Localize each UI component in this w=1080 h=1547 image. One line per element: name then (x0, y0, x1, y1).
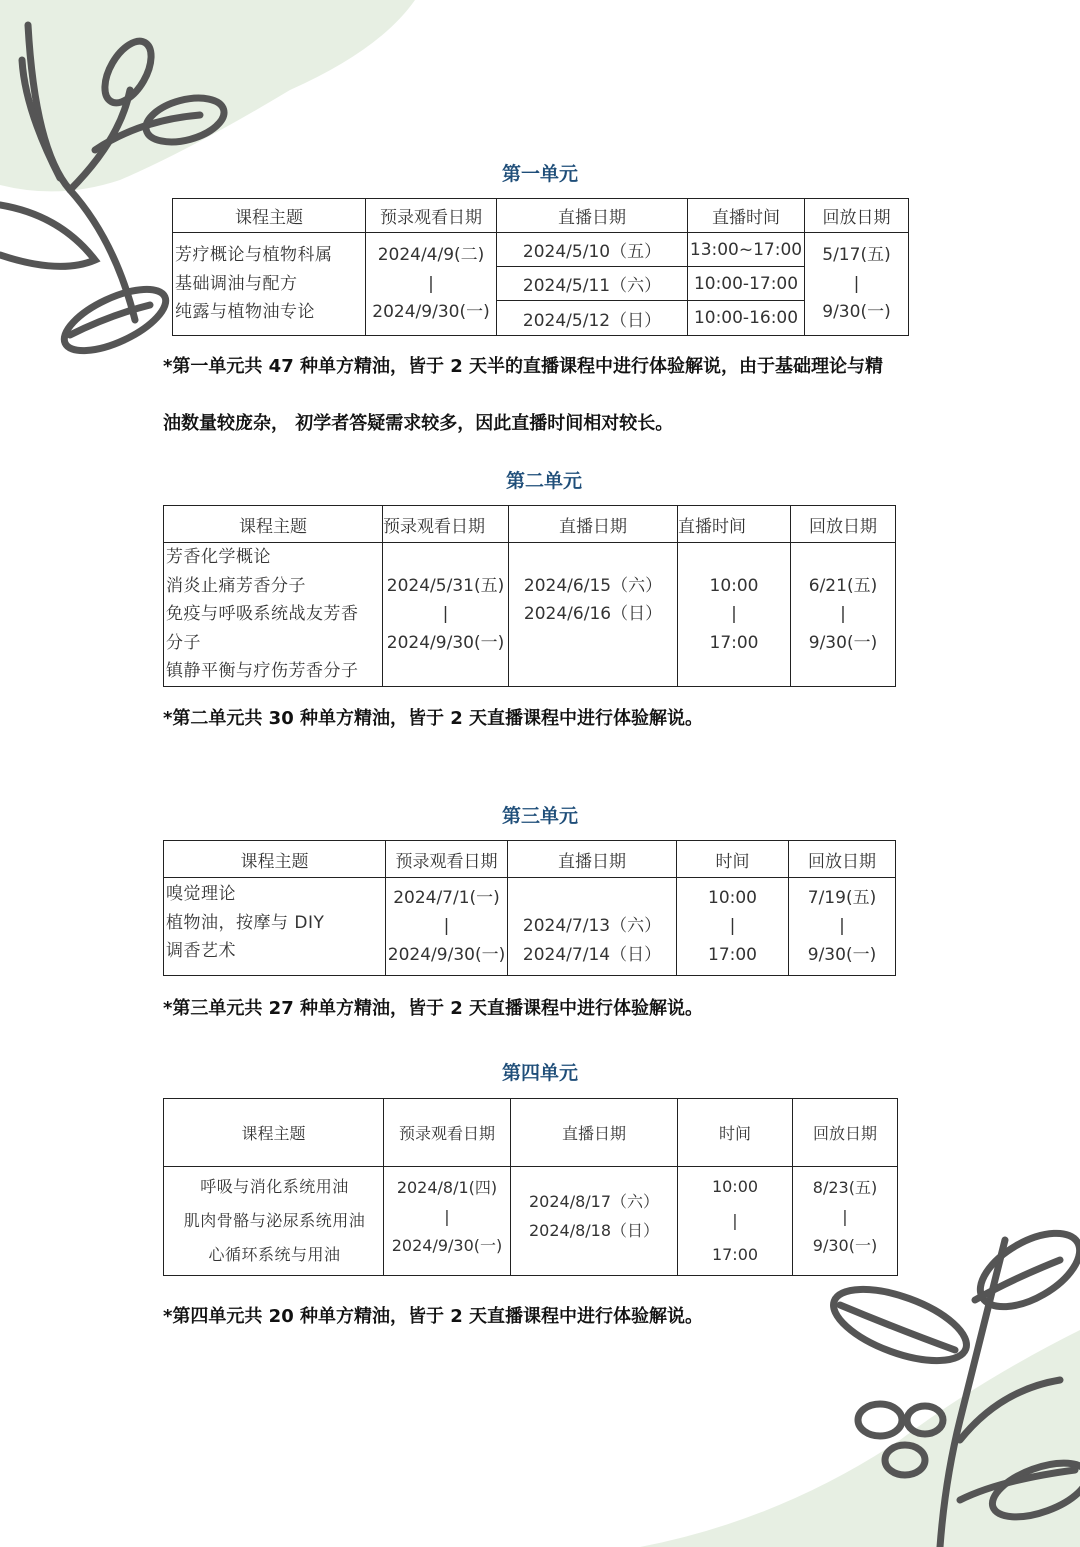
replay-start: 6/21(五) (808, 575, 878, 596)
prerecord-sep: | (442, 604, 449, 624)
prerecord-start: 2024/4/9(二) (377, 245, 485, 266)
header-live-date: 直播日期 (509, 506, 678, 543)
prerecord-cell (366, 233, 497, 336)
header-topic: 课程主题 (164, 841, 386, 878)
header-topic: 课程主题 (164, 1099, 384, 1167)
topic-line: 嗅觉理论 (166, 884, 236, 904)
unit-4-title: 第四单元 (501, 1062, 578, 1084)
live-date-cell (509, 543, 678, 687)
topic-line: 分子 (166, 632, 201, 653)
live-date-cell: 2024/5/11（六） (497, 267, 688, 301)
header-replay: 回放日期 (805, 199, 909, 233)
live-time-sep: | (731, 604, 737, 624)
header-prerecord: 预录观看日期 (384, 1099, 511, 1167)
live-time-end: 17:00 (709, 632, 759, 653)
header-live-time: 直播时间 (688, 199, 805, 233)
topic-cell (164, 878, 386, 976)
topic-line: 免疫与呼吸系统战友芳香 (166, 604, 359, 624)
replay-start: 8/23(五) (812, 1178, 878, 1197)
live-time-sep: | (732, 1211, 738, 1230)
unit-3-title: 第三单元 (501, 805, 578, 827)
live-time-start: 10:00 (709, 575, 759, 596)
replay-cell (805, 233, 909, 336)
live-time-end: 17:00 (708, 944, 757, 965)
live-time-start: 10:00 (708, 887, 757, 908)
header-prerecord: 预录观看日期 (366, 199, 497, 233)
header-prerecord: 预录观看日期 (383, 506, 509, 543)
live-date-line: 2024/8/17（六） (528, 1192, 660, 1211)
topic-cell (164, 543, 383, 687)
prerecord-end: 2024/9/30(一) (391, 1236, 503, 1255)
topic-line: 植物油，按摩与 DIY (166, 912, 325, 933)
replay-end: 9/30(一) (808, 632, 878, 653)
replay-cell (791, 543, 896, 687)
live-time-end: 17:00 (711, 1245, 759, 1264)
header-replay: 回放日期 (791, 506, 896, 543)
unit-2-title: 第二单元 (505, 470, 582, 492)
prerecord-sep: | (444, 1207, 450, 1226)
live-date-line: 2024/7/13（六） (522, 916, 662, 936)
live-time-cell (678, 1167, 793, 1276)
live-date-line: 2024/6/16（日） (523, 604, 663, 625)
replay-start: 5/17(五) (822, 245, 891, 266)
prerecord-sep: | (428, 273, 434, 294)
live-time-cell: 13:00~17:00 (688, 233, 805, 267)
header-live-date: 直播日期 (497, 199, 688, 233)
prerecord-end: 2024/9/30(一) (386, 632, 505, 653)
prerecord-start: 2024/8/1(四) (396, 1178, 498, 1197)
prerecord-end: 2024/9/30(一) (387, 944, 506, 965)
replay-cell (789, 878, 896, 976)
unit-1-note-line-1: *第一单元共 47 种单方精油，皆于 2 天半的直播课程中进行体验解说，由于基础理论与精 (163, 356, 884, 377)
topic-line: 镇静平衡与疗伤芳香分子 (166, 661, 359, 681)
replay-sep: | (842, 1207, 848, 1226)
replay-sep: | (839, 916, 845, 937)
topic-line: 消炎止痛芳香分子 (166, 575, 306, 596)
topic-line: 肌肉骨骼与泌尿系统用油 (183, 1211, 366, 1230)
topic-line: 芳香化学概论 (166, 547, 271, 567)
unit-3-note: *第三单元共 27 种单方精油，皆于 2 天直播课程中进行体验解说。 (163, 998, 704, 1019)
header-live-time: 时间 (678, 1099, 793, 1167)
live-date-line: 2024/8/18（日） (528, 1221, 660, 1240)
prerecord-start: 2024/5/31(五) (386, 575, 505, 596)
topic-line: 呼吸与消化系统用油 (200, 1177, 349, 1196)
topic-line: 基础调油与配方 (175, 273, 298, 294)
unit-1-table (172, 198, 909, 336)
unit-2-table (163, 505, 896, 687)
header-live-date: 直播日期 (508, 841, 677, 878)
live-date-line: 2024/6/15（六） (523, 575, 663, 596)
replay-end: 9/30(一) (812, 1236, 878, 1255)
live-time-cell (677, 878, 789, 976)
replay-end: 9/30(一) (822, 302, 891, 323)
prerecord-start: 2024/7/1(一) (393, 887, 500, 908)
live-date-cell (508, 878, 677, 976)
header-live-time: 直播时间 (678, 506, 791, 543)
live-date-cell (511, 1167, 678, 1276)
header-live-date: 直播日期 (511, 1099, 678, 1167)
topic-cell (173, 233, 366, 336)
prerecord-cell (384, 1167, 511, 1276)
replay-start: 7/19(五) (807, 887, 877, 908)
prerecord-sep: | (443, 916, 450, 937)
topic-line: 心循环系统与用油 (208, 1245, 341, 1264)
live-time-sep: | (729, 916, 736, 937)
replay-sep: | (840, 604, 846, 624)
header-replay: 回放日期 (789, 841, 896, 878)
unit-1-title: 第一单元 (501, 163, 578, 185)
live-time-cell (678, 543, 791, 687)
header-replay: 回放日期 (793, 1099, 898, 1167)
topic-line: 调香艺术 (166, 941, 236, 961)
unit-2-note: *第二单元共 30 种单方精油，皆于 2 天直播课程中进行体验解说。 (163, 708, 704, 729)
prerecord-cell (383, 543, 509, 687)
unit-4-note: *第四单元共 20 种单方精油，皆于 2 天直播课程中进行体验解说。 (163, 1306, 704, 1327)
live-time-cell: 10:00-16:00 (688, 301, 805, 336)
topic-line: 芳疗概论与植物科属 (175, 245, 333, 266)
replay-end: 9/30(一) (807, 944, 877, 965)
header-topic: 课程主题 (173, 199, 366, 233)
header-topic: 课程主题 (164, 506, 383, 543)
live-time-start: 10:00 (711, 1177, 759, 1196)
unit-4-table (163, 1098, 898, 1276)
replay-sep: | (853, 273, 860, 294)
live-date-cell: 2024/5/10（五） (497, 233, 688, 267)
live-time-cell: 10:00-17:00 (688, 267, 805, 301)
live-date-line: 2024/7/14（日） (522, 944, 662, 965)
topic-cell (164, 1167, 384, 1276)
topic-line: 纯露与植物油专论 (175, 302, 315, 323)
unit-1-note-line-2: 油数量较庞杂， 初学者答疑需求较多，因此直播时间相对较长。 (163, 413, 674, 434)
header-prerecord: 预录观看日期 (386, 841, 508, 878)
unit-3-table (163, 840, 896, 976)
prerecord-end: 2024/9/30(一) (372, 302, 490, 323)
live-date-cell: 2024/5/12（日） (497, 301, 688, 336)
replay-cell (793, 1167, 898, 1276)
prerecord-cell (386, 878, 508, 976)
header-live-time: 时间 (677, 841, 789, 878)
